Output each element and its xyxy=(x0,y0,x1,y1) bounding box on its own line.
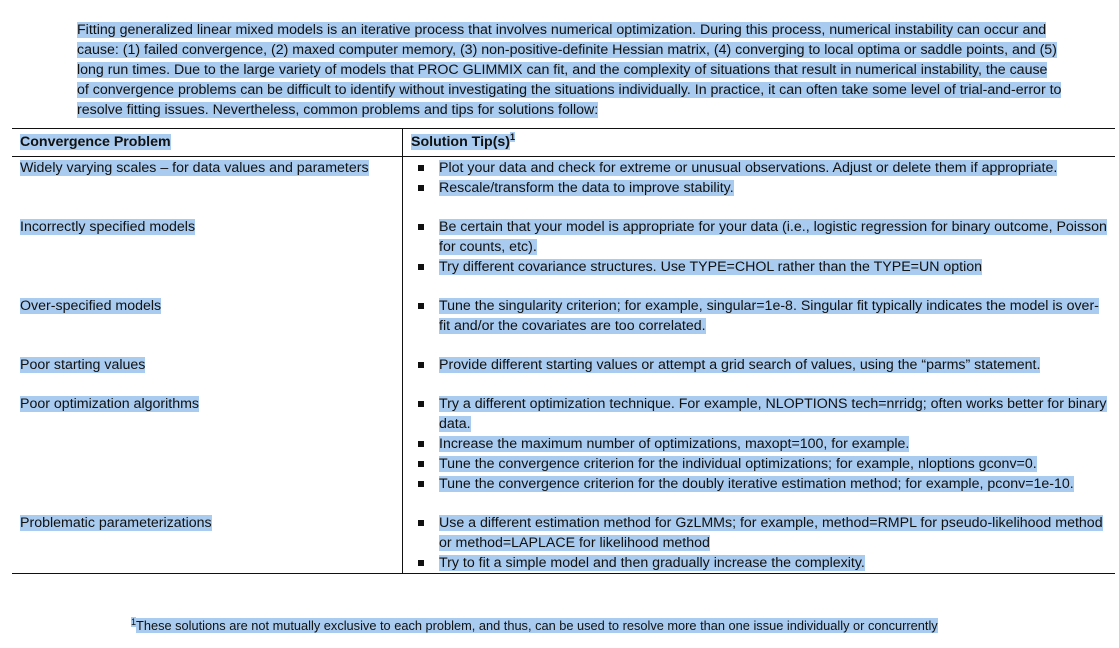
tip-item: Tune the singularity criterion; for example, singular=1e-8. Singular fit typically indicates the model is over-fit and/or the covariates are too correlated. xyxy=(411,296,1107,336)
tip-item: Try to fit a simple model and then gradually increase the complexity. xyxy=(411,553,1107,573)
footnote-number: 1 xyxy=(131,616,137,627)
col-header-problem: Convergence Problem xyxy=(12,129,403,157)
tip-item: Increase the maximum number of optimizations, maxopt=100, for example. xyxy=(411,434,1107,454)
problem-cell: Over-specified models xyxy=(12,295,403,336)
footnote xyxy=(131,617,938,634)
problem-cell: Widely varying scales – for data values and parameters xyxy=(12,157,403,199)
tip-list xyxy=(411,296,1107,336)
solution-cell xyxy=(403,157,1116,199)
problem-cell: Poor starting values xyxy=(12,354,403,375)
solution-cell xyxy=(403,354,1116,375)
tip-item: Rescale/transform the data to improve stability. xyxy=(411,178,1107,198)
tip-item: Tune the convergence criterion for the doubly iterative estimation method; for example, pconv=1e-10. xyxy=(411,474,1107,494)
intro-text: Fitting generalized linear mixed models is an iterative process that involves numerical optimization. During this process, numerical instability can occur and cause: (1) failed convergence, (2) maxed computer memory, (3) non-positive-definite Hessian matrix, (4) converging to local optima or saddle points, and (5) long run times. Due to the large variety of models that PROC GLIMMIX can fit, and the complexity of situations that result in numerical instability, the cause of convergence problems can be difficult to identify without investigating the situations individually. In practice, it can often take some level of trial-and-error to resolve fitting issues. Nevertheless, common problems and tips for solutions follow: xyxy=(77,22,1062,119)
tip-item: Plot your data and check for extreme or unusual observations. Adjust or delete them if appropriate. xyxy=(411,158,1107,178)
solution-cell xyxy=(403,393,1116,494)
tip-item: Tune the convergence criterion for the individual optimizations; for example, nloptions gconv=0. xyxy=(411,454,1107,474)
tip-list xyxy=(411,394,1107,494)
convergence-table xyxy=(12,128,1115,574)
problem-cell: Poor optimization algorithms xyxy=(12,393,403,494)
table-row xyxy=(12,512,1115,574)
tip-list xyxy=(411,355,1107,375)
tip-item: Provide different starting values or attempt a grid search of values, using the “parms” statement. xyxy=(411,355,1107,375)
table-row xyxy=(12,295,1115,336)
table-row xyxy=(12,157,1115,199)
tip-item: Try different covariance structures. Use TYPE=CHOL rather than the TYPE=UN option xyxy=(411,257,1107,277)
problem-cell: Incorrectly specified models xyxy=(12,216,403,277)
table-row xyxy=(12,393,1115,494)
table-header-row xyxy=(12,129,1115,157)
tip-list xyxy=(411,217,1107,277)
table-row xyxy=(12,354,1115,375)
tip-item: Use a different estimation method for GzLMMs; for example, method=RMPL for pseudo-likelihood method or method=LAPLACE for likelihood method xyxy=(411,513,1107,553)
solution-cell xyxy=(403,295,1116,336)
tip-item: Try a different optimization technique. For example, NLOPTIONS tech=nrridg; often works better for binary data. xyxy=(411,394,1107,434)
problem-cell: Problematic parameterizations xyxy=(12,512,403,574)
footnote-marker: 1 xyxy=(510,132,516,143)
tip-list xyxy=(411,513,1107,573)
solution-cell xyxy=(403,216,1116,277)
tip-item: Be certain that your model is appropriate for your data (i.e., logistic regression for binary outcome, Poisson for counts, etc). xyxy=(411,217,1107,257)
intro-paragraph xyxy=(77,20,1062,120)
table-row xyxy=(12,216,1115,277)
footnote-text: These solutions are not mutually exclusive to each problem, and thus, can be used to resolve more than one issue individually or concurrently xyxy=(136,618,938,633)
tip-list xyxy=(411,158,1107,198)
col-header-solution: Solution $Tip(s)^1$ xyxy=(403,129,1116,157)
solution-cell xyxy=(403,512,1116,574)
